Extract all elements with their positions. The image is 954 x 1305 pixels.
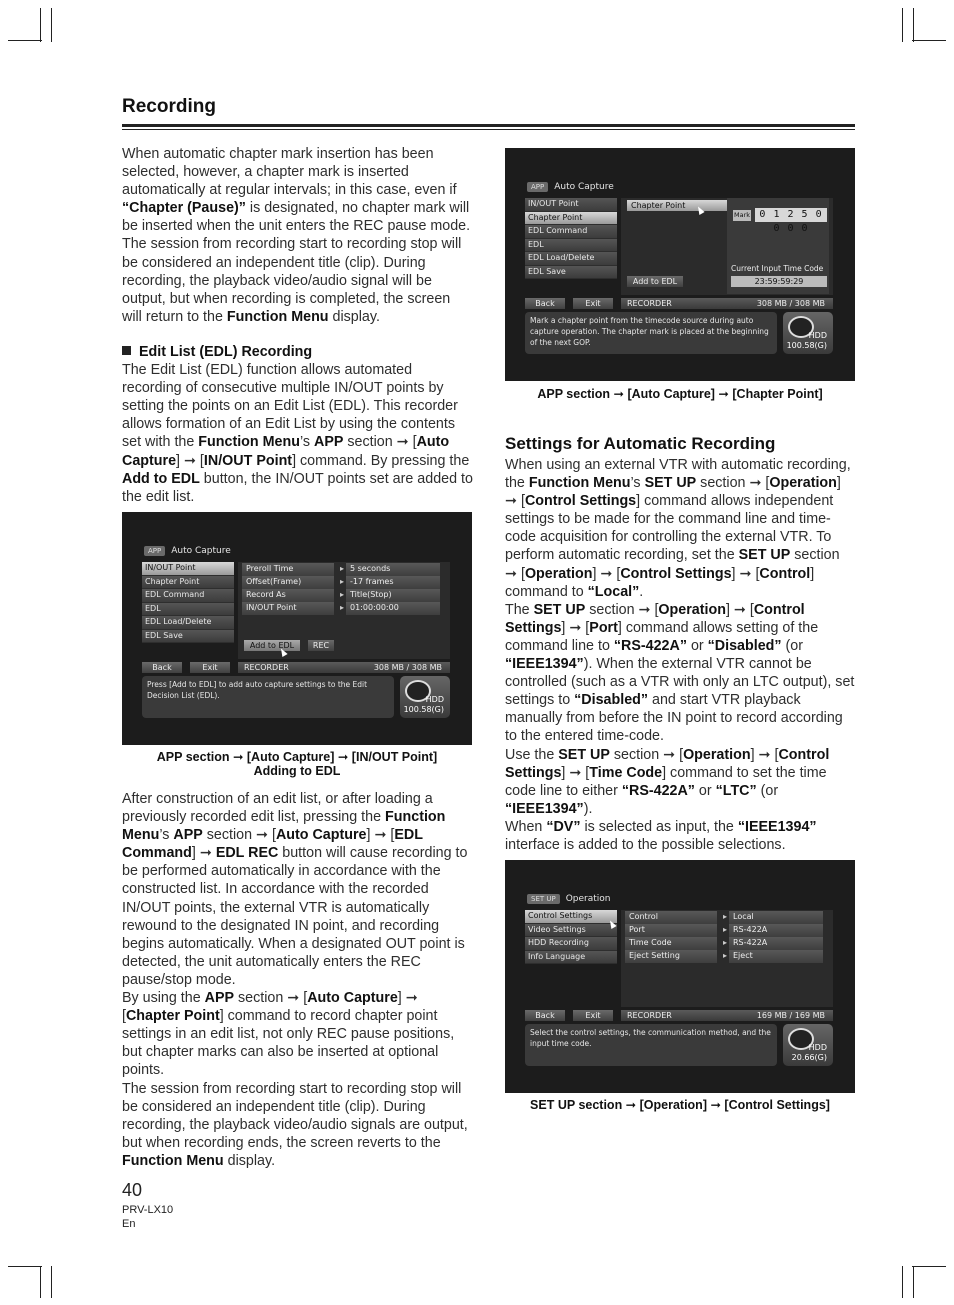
screen-tab: APP Auto Capture [527,182,614,192]
add-to-edl-button[interactable]: Add to EDL [244,640,300,651]
crop-mark [40,1266,41,1298]
arrow-right-icon: ▸ [722,951,727,960]
setting-row[interactable] [625,950,823,963]
header-rule [122,124,855,127]
back-button[interactable]: Back [525,298,565,309]
back-button[interactable]: Back [142,662,182,673]
rec-button[interactable]: REC [308,640,334,651]
setting-label: Record As [242,589,334,602]
model-info: PRV-LX10 En [122,1204,174,1230]
edl-heading: Edit List (EDL) Recording [122,343,474,361]
arrow-right-icon: ▸ [339,603,344,612]
setting-value: RS-422A [729,924,823,937]
setting-label: Control [625,911,717,924]
menu-item[interactable]: EDL [525,239,617,253]
arrow-right-icon: ▸ [722,912,727,921]
menu-item[interactable]: Control Settings [525,910,617,924]
menu-item[interactable]: EDL Load/Delete [525,252,617,266]
arrow-right-icon: ▸ [339,577,344,586]
setting-label: IN/OUT Point [242,602,334,615]
hdd-indicator: HDD 100.58(G) [400,676,450,718]
setting-row[interactable] [625,924,823,937]
current-tc-label: Current Input Time Code [731,264,824,273]
back-button[interactable]: Back [525,1010,565,1021]
screen-tab: APP Auto Capture [144,546,231,556]
setting-row[interactable] [242,589,440,602]
status-bar: RECORDER 308 MB / 308 MB [238,662,450,673]
intro-paragraph: When automatic chapter mark insertion has been selected, however, a chapter mark is inserted automatically at regular intervals; in this case, even if “Chapter (Pause)” is designated, no chapter mark will be inserted when the unit enters the REC pause mode. The session from recording start to recording stop will be considered an independent title (clip). During recording, the playback video/audio signal will be output, but when recording is completed, the screen will return to the Function Menu display. [122,146,471,325]
arrow-right-icon: ▸ [339,590,344,599]
caption-shot1: APP section ➞ [Auto Capture] ➞ [IN/OUT Point] Adding to EDL [156,750,438,778]
setting-value: Title(Stop) [346,589,440,602]
screen-menu [525,910,617,964]
bullet-square-icon [122,346,131,355]
current-tc-value: 23:59:59:29 [731,276,827,287]
setting-row[interactable] [625,911,823,924]
setting-row[interactable] [242,602,440,615]
page-title: Recording [122,96,216,117]
menu-item[interactable]: EDL [142,603,234,617]
crop-mark [8,1266,42,1267]
menu-item[interactable]: Chapter Point [142,576,234,590]
setting-row[interactable] [242,563,440,576]
settings-heading: Settings for Automatic Recording [505,434,776,453]
setting-row[interactable] [625,937,823,950]
setting-label: Eject Setting [625,950,717,963]
setting-label: Port [625,924,717,937]
menu-item[interactable]: EDL Save [525,266,617,280]
crop-mark [902,1266,903,1298]
hdd-indicator: HDD 20.66(G) [783,1024,833,1066]
setting-label: Time Code [625,937,717,950]
status-bar: RECORDER 169 MB / 169 MB [621,1010,833,1021]
crop-mark [913,1266,914,1298]
menu-item[interactable]: Video Settings [525,924,617,938]
setting-row[interactable] [242,576,440,589]
menu-item[interactable]: IN/OUT Point [525,198,617,212]
setting-value: Eject [729,950,823,963]
screenshot-in-out-point [122,512,472,745]
page-number: 40 [122,1180,143,1200]
mark-button[interactable]: Mark [733,211,751,219]
crop-mark [913,8,914,42]
menu-item[interactable]: EDL Command [525,225,617,239]
setting-label: Preroll Time [242,563,334,576]
crop-mark [51,1266,52,1298]
setting-value: -17 frames [346,576,440,589]
screenshot-chapter-point [505,148,855,381]
exit-button[interactable]: Exit [190,662,230,673]
setting-value: Local [729,911,823,924]
menu-item[interactable]: Info Language [525,951,617,965]
crop-mark [902,8,903,42]
setting-value: RS-422A [729,937,823,950]
status-bar: RECORDER 308 MB / 308 MB [621,298,833,309]
arrow-right-icon: ▸ [722,938,727,947]
menu-item[interactable]: EDL Save [142,630,234,644]
menu-item[interactable]: HDD Recording [525,937,617,951]
arrow-right-icon: ▸ [339,564,344,573]
caption-shot2: APP section ➞ [Auto Capture] ➞ [Chapter Point] [537,387,823,401]
screen-menu [525,198,617,279]
menu-item[interactable]: EDL Load/Delete [142,616,234,630]
settings-grid [242,563,440,615]
screenshot-control-settings [505,860,855,1093]
menu-item[interactable]: Chapter Point [525,212,617,226]
crop-mark [8,40,42,41]
arrow-right-icon: ▸ [722,925,727,934]
setting-label: Offset(Frame) [242,576,334,589]
exit-button[interactable]: Exit [573,298,613,309]
setting-value: 5 seconds [346,563,440,576]
caption-shot3: SET UP section ➞ [Operation] ➞ [Control Settings] [530,1098,830,1112]
exit-button[interactable]: Exit [573,1010,613,1021]
edl-section [122,343,474,506]
crop-mark [40,8,41,42]
edl-rec-paragraphs: After construction of an edit list, or after loading a previously recorded edit list, pressing the Function Menu’s APP section ➞ [Auto Capture] ➞ [EDL Command] ➞ EDL REC button will cause recording to be performed automatically in accordance with the constructed list. In accordance with the recorded IN/OUT points, the external VTR is automatically rewound to the designated IN point, and recording begins automatically. When a designated OUT point is detected, the unit automatically enters the REC pause/stop mode. By using the APP section ➞ [Auto Capture] ➞ [Chapter Point] command to record chapter point settings in an edit list, not only REC pause positions, but chapter marks can also be inserted at optional points. The session from recording start to recording stop will be considered an independent title (clip). During recording, the playback video/audio signals are output, but when recording ends, the screen reverts to the Function Menu display. [122,791,468,1169]
menu-item[interactable]: IN/OUT Point [142,562,234,576]
help-message: Select the control settings, the communication method, and the input time code. [525,1024,777,1066]
mark-timecode: 0 1 2 5 0 0 0 0 [755,208,827,222]
crop-mark [912,40,946,41]
screen-tab: SET UP Operation [527,894,611,904]
header-rule-thin [122,129,855,130]
crop-mark [51,8,52,42]
setting-value: 01:00:00:00 [346,602,440,615]
settings-paragraphs: When using an external VTR with automatic recording, the Function Menu’s SET UP section ➞ [Operation] ➞ [Control Settings] command allows independent settings to be made for the command line and time-code acquisition for controlling the external VTR. To perform automatic recording, set the SET UP section ➞ [Operation] ➞ [Control Settings] ➞ [Control] command to “Local”. The SET UP section ➞ [Operation] ➞ [Control Settings] ➞ [Port] command allows setting of the command line to “RS-422A” or “Disabled” (or “IEEE1394”). When the external VTR cannot be controlled (such as a VTR with only an LTC output), set settings to “Disabled” and start VTR playback manually from before the IN point to record according to the entered time-code. Use the SET UP section ➞ [Operation] ➞ [Control Settings] ➞ [Time Code] command to set the time code line to either “RS-422A” or “LTC” (or “IEEE1394”). When “DV” is selected as input, the “IEEE1394” interface is added to the possible selections. [505,457,855,853]
menu-item[interactable]: EDL Command [142,589,234,603]
hdd-indicator: HDD 100.58(G) [783,312,833,354]
settings-grid [625,911,823,963]
edl-paragraph: The Edit List (EDL) function allows automated recording of consecutive multiple IN/OUT points by setting the points on an Edit List (EDL). This recorder allows formation of an Edit List by using the contents set with the Function Menu’s APP section ➞ [Auto Capture] ➞ [IN/OUT Point] command. By pressing the Add to EDL button, the IN/OUT points set are added to the edit list. [122,362,473,505]
chapter-point-item[interactable]: Chapter Point [627,200,727,211]
add-to-edl-button[interactable]: Add to EDL [627,276,683,287]
help-message: Mark a chapter point from the timecode source during auto capture operation. The chapter mark is placed at the beginning of the next GOP. [525,312,777,354]
screen-menu [142,562,234,643]
crop-mark [912,1266,946,1267]
help-message: Press [Add to EDL] to add auto capture settings to the Edit Decision List (EDL). [142,676,394,718]
